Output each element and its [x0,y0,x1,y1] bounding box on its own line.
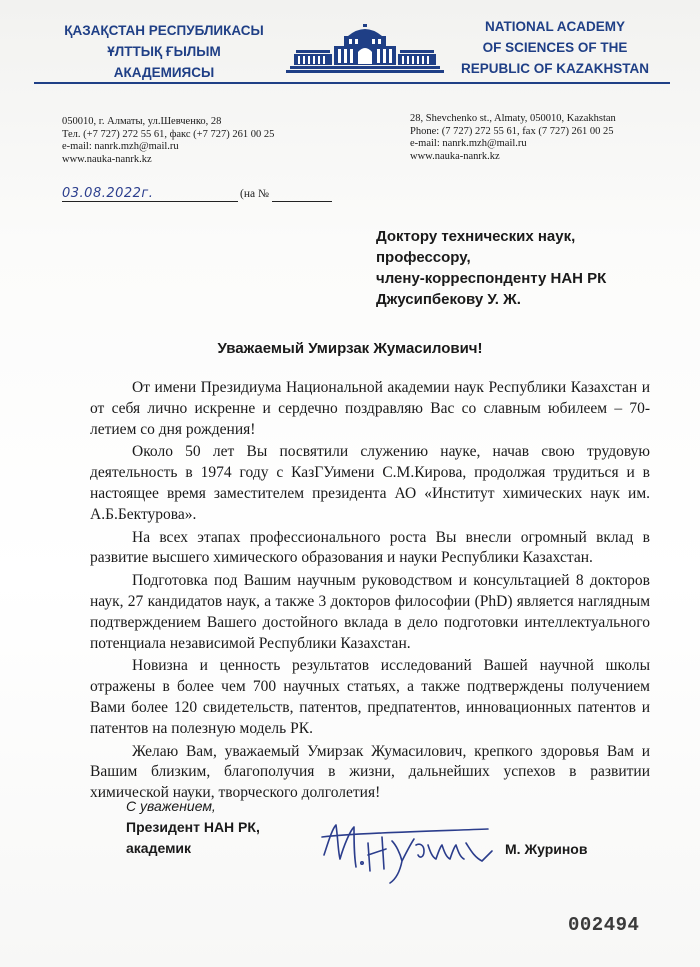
closing-block [126,796,260,859]
recipient-line: Джусипбекову У. Ж. [376,291,521,308]
signer-rank: академик [126,840,192,856]
header-kazakh-name [48,20,280,83]
contacts-russian [62,116,274,166]
header-english-name [450,16,660,79]
header-english-line: OF SCIENCES OF THE [482,40,628,55]
letter-body [90,378,650,806]
signer-title: Президент НАН РК, [126,819,260,835]
header-divider [34,82,670,84]
serial-number: 002494 [568,914,640,936]
contact-address: 28, Shevchenko st., Almaty, 050010, Kazakhstan [410,113,616,124]
recipient-line: члену-корреспонденту НАН РК [376,270,607,287]
contact-address: 050010, г. Алматы, ул.Шевченко, 28 [62,116,222,127]
header-kazakh-line: ҚАЗАҚСТАН РЕСПУБЛИКАСЫ [64,23,264,38]
salutation: Уважаемый Умирзак Жумасилович! [217,340,483,357]
letter-date: 03.08.2022г. [62,186,154,201]
header-kazakh-line: АКАДЕМИЯСЫ [113,65,215,80]
contact-email: e-mail: nanrk.mzh@mail.ru [62,141,179,152]
body-paragraph: От имени Президиума Национальной академии наук Республики Казахстан и от себя лично искренне и сердечно поздравляю Вас со славным юбилеем – 70-летием со дня рождения! [90,379,650,438]
body-paragraph: Желаю Вам, уважаемый Умирзак Жумасилович, крепкого здоровья Вам и Вашим близким, благополучия в жизни, дальнейших успехов в развитии химической науки, творческого долголетия! [90,742,650,802]
contact-phone: Phone: (7 727) 272 55 61, fax (7 727) 261 00 25 [410,125,614,137]
signer-name: М. Журинов [505,841,588,857]
recipient-block [376,226,606,310]
recipient-line: Доктору технических наук, [376,228,576,245]
contact-email: e-mail: nanrk.mzh@mail.ru [410,138,527,149]
body-paragraph: На всех этапах профессионального роста Вы внесли огромный вклад в развитие высшего химического образования и науки Республики Казахстан. [90,528,650,567]
contacts-english [410,113,616,163]
handwritten-signature-icon [316,815,496,887]
academy-building-icon [286,24,444,76]
body-paragraph: Новизна и ценность результатов исследований Вашей научной школы отражены в более чем 700 научных статьях, а также подтверждены получением Вами более 120 свидетельств, патентов, предпатентов, инновационных патентов и патентов на полезную модель РК. [90,657,650,737]
body-paragraph: Около 50 лет Вы посвятили служению науке, начав свою трудовую деятельность в 1974 году с КазГУимени С.М.Кирова, продолжая трудиться и в настоящее время заместителем президента АО «Институт химических наук им. А.Б.Бектурова». [90,443,650,523]
header-english-line: REPUBLIC OF KAZAKHSTAN [461,61,649,76]
reference-number-label: (на № [240,188,269,200]
date-underline [62,201,238,202]
contact-phone: Тел. (+7 727) 272 55 61, факс (+7 727) 261 00 25 [62,128,275,140]
contact-website: www.nauka-nanrk.kz [410,150,500,162]
contact-website: www.nauka-nanrk.kz [62,153,152,165]
reference-number-underline [272,201,332,202]
body-paragraph: Подготовка под Вашим научным руководством и консультацией 8 докторов наук, 27 кандидатов наук, а также 3 докторов философии (PhD) является наглядным подтверждением Вашего достойного вклада в дело подготовки интеллектуального потенциала независимой Республики Казахстан. [90,572,650,652]
header-english-line: NATIONAL ACADEMY [485,19,625,34]
recipient-line: профессору, [376,249,471,266]
header-kazakh-line: ҰЛТТЫҚ ҒЫЛЫМ [107,44,221,59]
closing-regards: С уважением, [126,798,216,814]
